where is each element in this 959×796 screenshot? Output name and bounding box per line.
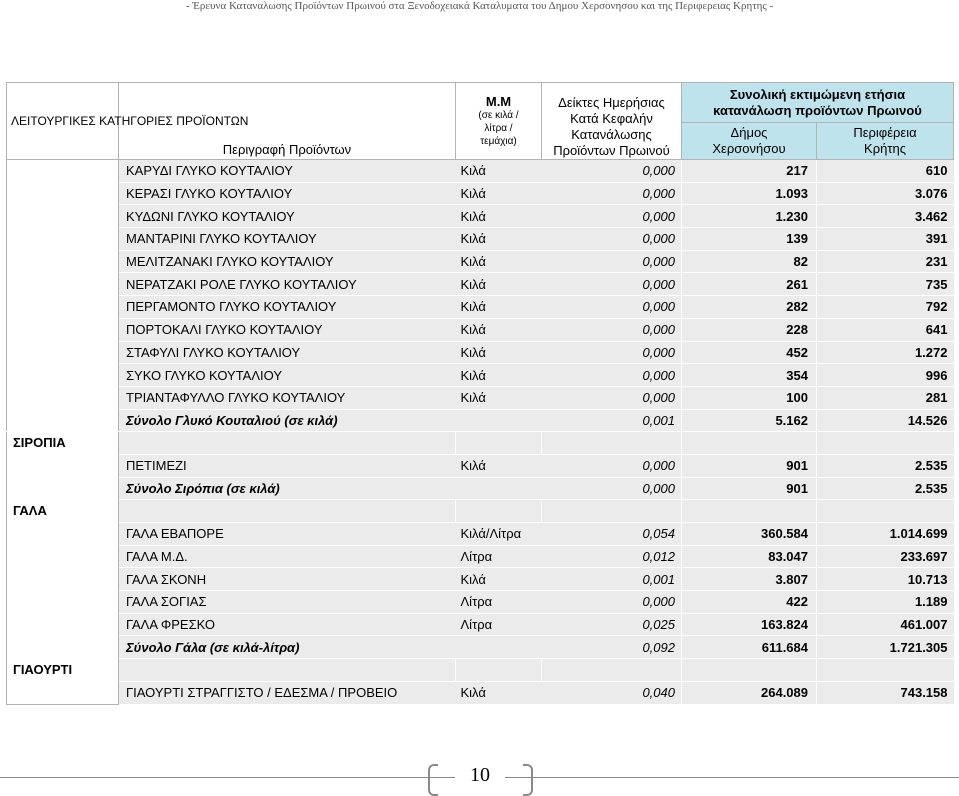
index-cell: 0,000 — [542, 205, 682, 228]
product-description: ΠΕΤΙΜΕΖΙ — [119, 454, 456, 477]
municipality-value: 100 — [682, 386, 817, 409]
index-cell: 0,000 — [542, 454, 682, 477]
municipality-value: 611.684 — [682, 636, 817, 659]
index-cell: 0,000 — [542, 273, 682, 296]
header-category: ΛΕΙΤΟΥΡΓΙΚΕΣ ΚΑΤΗΓΟΡΙΕΣ ΠΡΟΪΟΝΤΩΝ — [7, 83, 119, 160]
table-row — [7, 568, 954, 591]
product-description: ΓΑΛΑ Μ.Δ. — [119, 545, 456, 568]
table-row — [7, 228, 954, 251]
table-row — [7, 523, 954, 546]
region-value: 735 — [817, 273, 954, 296]
unit-cell: Κιλά — [456, 318, 542, 341]
unit-cell: Λίτρα — [456, 545, 542, 568]
municipality-value: 83.047 — [682, 545, 817, 568]
spacer-cell — [456, 500, 542, 523]
table-row — [7, 364, 954, 387]
unit-cell: Κιλά — [456, 386, 542, 409]
region-value: 996 — [817, 364, 954, 387]
unit-cell: Κιλά — [456, 250, 542, 273]
right-brace — [523, 764, 533, 796]
unit-cell: Κιλά — [456, 364, 542, 387]
unit-cell: Κιλά — [456, 228, 542, 251]
category-cell: ΣΙΡΟΠΙΑ — [7, 432, 119, 500]
index-cell: 0,000 — [542, 386, 682, 409]
unit-cell: Κιλά — [456, 341, 542, 364]
index-cell: 0,000 — [542, 477, 682, 500]
index-cell: 0,000 — [542, 364, 682, 387]
spacer-cell — [817, 500, 954, 523]
running-header: - Έρευνα Καταναλωσης Προϊόντων Πρωινού στα Ξενοδοχειακά Καταλυματα του Δημου Χερσονησου και της Περιφερειας Κρητης - — [185, 0, 774, 12]
region-value: 610 — [817, 160, 954, 183]
header-index: Δείκτες Ημερήσιας Κατά Κεφαλήν Κατανάλωσης Προϊόντων Πρωινού — [542, 83, 682, 160]
spacer-cell — [119, 432, 456, 455]
spacer-cell — [682, 500, 817, 523]
index-cell: 0,092 — [542, 636, 682, 659]
unit-cell: Κιλά — [456, 454, 542, 477]
region-value: 1.721.305 — [817, 636, 954, 659]
spacer-cell — [682, 432, 817, 455]
index-cell: 0,012 — [542, 545, 682, 568]
region-value: 3.076 — [817, 182, 954, 205]
category-cell — [7, 160, 119, 432]
municipality-value: 901 — [682, 477, 817, 500]
spacer-cell — [682, 659, 817, 682]
product-description: ΚΥΔΩΝΙ ΓΛΥΚΟ ΚΟΥΤΑΛΙΟΥ — [119, 205, 456, 228]
product-description: ΤΡΙΑΝΤΑΦΥΛΛΟ ΓΛΥΚΟ ΚΟΥΤΑΛΙΟΥ — [119, 386, 456, 409]
index-cell: 0,001 — [542, 409, 682, 432]
table-row — [7, 341, 954, 364]
index-cell: 0,000 — [542, 182, 682, 205]
municipality-value: 82 — [682, 250, 817, 273]
region-value: 1.014.699 — [817, 523, 954, 546]
table-row — [7, 182, 954, 205]
index-cell: 0,025 — [542, 613, 682, 636]
product-description: Σύνολο Γλυκό Κουταλιού (σε κιλά) — [119, 409, 456, 432]
index-cell: 0,000 — [542, 591, 682, 614]
region-value: 233.697 — [817, 545, 954, 568]
index-cell: 0,054 — [542, 523, 682, 546]
municipality-value: 5.162 — [682, 409, 817, 432]
table-row — [7, 296, 954, 319]
unit-cell: Κιλά — [456, 681, 542, 704]
region-value: 391 — [817, 228, 954, 251]
unit-cell — [456, 409, 542, 432]
table-row — [7, 681, 954, 704]
product-description: ΣΥΚΟ ΓΛΥΚΟ ΚΟΥΤΑΛΙΟΥ — [119, 364, 456, 387]
region-value: 10.713 — [817, 568, 954, 591]
unit-cell: Λίτρα — [456, 613, 542, 636]
municipality-value: 282 — [682, 296, 817, 319]
table-row — [7, 591, 954, 614]
index-cell: 0,000 — [542, 318, 682, 341]
header-municipality: Δήμος Χερσονήσου — [682, 123, 817, 160]
table-row — [7, 205, 954, 228]
product-description: ΓΑΛΑ ΦΡΕΣΚΟ — [119, 613, 456, 636]
product-description: ΓΑΛΑ ΣΚΟΝΗ — [119, 568, 456, 591]
spacer-cell — [542, 659, 682, 682]
unit-cell: Κιλά — [456, 182, 542, 205]
municipality-value: 1.230 — [682, 205, 817, 228]
spacer-cell — [456, 659, 542, 682]
municipality-value: 163.824 — [682, 613, 817, 636]
table-row — [7, 318, 954, 341]
region-value: 743.158 — [817, 681, 954, 704]
region-value: 3.462 — [817, 205, 954, 228]
table-row — [7, 273, 954, 296]
unit-cell: Κιλά — [456, 296, 542, 319]
subtotal-row — [7, 636, 954, 659]
table-row — [7, 613, 954, 636]
subtotal-row — [7, 477, 954, 500]
index-cell: 0,000 — [542, 296, 682, 319]
table-row — [7, 545, 954, 568]
municipality-value: 261 — [682, 273, 817, 296]
header-description: Περιγραφή Προϊόντων — [119, 83, 456, 160]
index-cell: 0,000 — [542, 228, 682, 251]
region-value: 2.535 — [817, 477, 954, 500]
unit-cell: Κιλά — [456, 568, 542, 591]
municipality-value: 1.093 — [682, 182, 817, 205]
product-description: ΓΑΛΑ ΕΒΑΠΟΡΕ — [119, 523, 456, 546]
table-row — [7, 250, 954, 273]
unit-cell — [456, 636, 542, 659]
municipality-value: 264.089 — [682, 681, 817, 704]
index-cell: 0,001 — [542, 568, 682, 591]
table-row — [7, 454, 954, 477]
product-description: ΚΑΡΥΔΙ ΓΛΥΚΟ ΚΟΥΤΑΛΙΟΥ — [119, 160, 456, 183]
product-description: ΓΑΛΑ ΣΟΓΙΑΣ — [119, 591, 456, 614]
spacer-cell — [542, 432, 682, 455]
region-value: 1.272 — [817, 341, 954, 364]
unit-cell: Λίτρα — [456, 591, 542, 614]
index-cell: 0,000 — [542, 250, 682, 273]
region-value: 14.526 — [817, 409, 954, 432]
table-row — [7, 160, 954, 183]
municipality-value: 422 — [682, 591, 817, 614]
header-region: Περιφέρεια Κρήτης — [817, 123, 954, 160]
spacer-cell — [817, 659, 954, 682]
spacer-cell — [542, 500, 682, 523]
municipality-value: 139 — [682, 228, 817, 251]
header-unit — [456, 83, 542, 160]
left-brace — [428, 764, 438, 796]
region-value: 792 — [817, 296, 954, 319]
product-description: Σύνολο Σιρόπια (σε κιλά) — [119, 477, 456, 500]
spacer-cell — [119, 659, 456, 682]
product-description: ΠΟΡΤΟΚΑΛΙ ΓΛΥΚΟ ΚΟΥΤΑΛΙΟΥ — [119, 318, 456, 341]
municipality-value: 901 — [682, 454, 817, 477]
municipality-value: 217 — [682, 160, 817, 183]
municipality-value: 354 — [682, 364, 817, 387]
product-description: ΣΤΑΦΥΛΙ ΓΛΥΚΟ ΚΟΥΤΑΛΙΟΥ — [119, 341, 456, 364]
unit-cell: Κιλά/Λίτρα — [456, 523, 542, 546]
unit-cell: Κιλά — [456, 160, 542, 183]
product-description: ΜΕΛΙΤΖΑΝΑΚΙ ΓΛΥΚΟ ΚΟΥΤΑΛΙΟΥ — [119, 250, 456, 273]
unit-cell: Κιλά — [456, 205, 542, 228]
category-cell: ΓΑΛΑ — [7, 500, 119, 659]
product-description: ΠΕΡΓΑΜΟΝΤΟ ΓΛΥΚΟ ΚΟΥΤΑΛΙΟΥ — [119, 296, 456, 319]
product-description: ΚΕΡΑΣΙ ΓΛΥΚΟ ΚΟΥΤΑΛΙΟΥ — [119, 182, 456, 205]
spacer-cell — [119, 500, 456, 523]
header-unit-title: Μ.Μ — [485, 94, 512, 109]
category-cell: ΓΙΑΟΥΡΤΙ — [7, 659, 119, 704]
municipality-value: 228 — [682, 318, 817, 341]
region-value: 2.535 — [817, 454, 954, 477]
product-description: ΝΕΡΑΤΖΑΚΙ ΡΟΛΕ ΓΛΥΚΟ ΚΟΥΤΑΛΙΟΥ — [119, 273, 456, 296]
product-description: Σύνολο Γάλα (σε κιλά-λίτρα) — [119, 636, 456, 659]
index-cell: 0,000 — [542, 160, 682, 183]
spacer-cell — [817, 432, 954, 455]
table-row — [7, 386, 954, 409]
region-value: 641 — [817, 318, 954, 341]
index-cell: 0,000 — [542, 341, 682, 364]
municipality-value: 3.807 — [682, 568, 817, 591]
unit-cell: Κιλά — [456, 273, 542, 296]
consumption-table — [6, 82, 954, 705]
header-total: Συνολική εκτιμώμενη ετήσια κατανάλωση προϊόντων Πρωινού — [682, 83, 954, 123]
municipality-value: 452 — [682, 341, 817, 364]
unit-cell — [456, 477, 542, 500]
municipality-value: 360.584 — [682, 523, 817, 546]
region-value: 1.189 — [817, 591, 954, 614]
page-number: 10 — [455, 764, 505, 787]
region-value: 281 — [817, 386, 954, 409]
region-value: 461.007 — [817, 613, 954, 636]
product-description: ΓΙΑΟΥΡΤΙ ΣΤΡΑΓΓΙΣΤΟ / ΕΔΕΣΜΑ / ΠΡΟΒΕΙΟ — [119, 681, 456, 704]
header-unit-sub: (σε κιλά /λίτρα /τεμάχια) — [478, 110, 519, 147]
region-value: 231 — [817, 250, 954, 273]
product-description: ΜΑΝΤΑΡΙΝΙ ΓΛΥΚΟ ΚΟΥΤΑΛΙΟΥ — [119, 228, 456, 251]
index-cell: 0,040 — [542, 681, 682, 704]
subtotal-row — [7, 409, 954, 432]
spacer-cell — [456, 432, 542, 455]
